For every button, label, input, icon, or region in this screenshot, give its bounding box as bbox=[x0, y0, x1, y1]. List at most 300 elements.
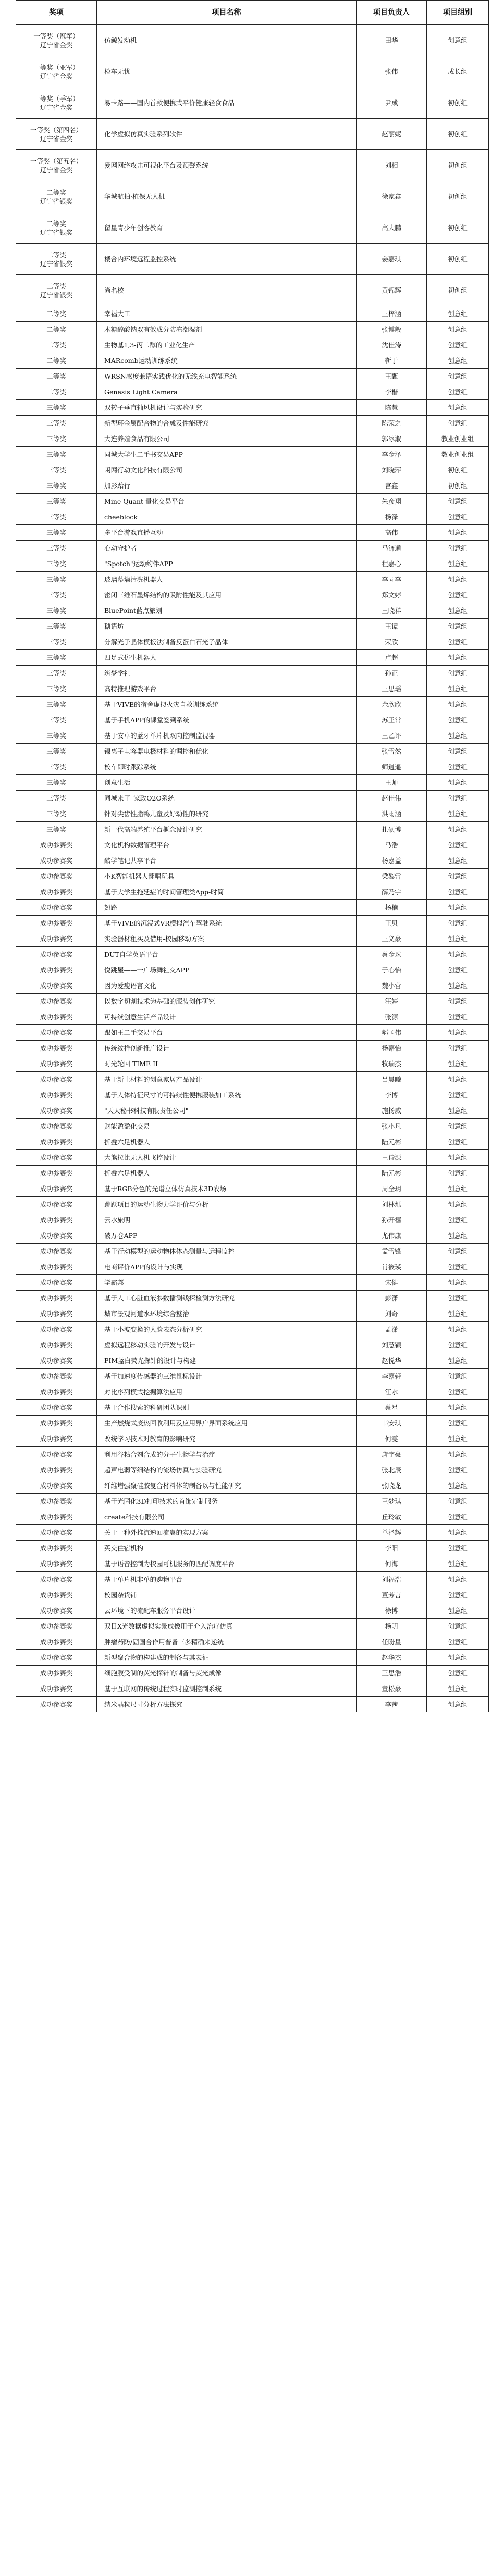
project-group-cell: 创意组 bbox=[427, 1009, 489, 1025]
project-group-cell: 创意组 bbox=[427, 884, 489, 900]
award-cell bbox=[16, 244, 97, 275]
award-cell bbox=[16, 728, 97, 744]
project-group-cell: 创意组 bbox=[427, 1056, 489, 1072]
project-name-cell: create科技有限公司 bbox=[97, 1509, 357, 1525]
table-row bbox=[16, 322, 489, 337]
award-cell bbox=[16, 1056, 97, 1072]
project-name-cell: 城市景观河道水环境综合整治 bbox=[97, 1306, 357, 1322]
project-name-cell: 基于人工心脏血液参数播测线探检测方法研究 bbox=[97, 1291, 357, 1306]
project-group-cell: 创意组 bbox=[427, 556, 489, 572]
table-row bbox=[16, 916, 489, 931]
award-line: 三等奖 bbox=[46, 529, 66, 536]
award-line: 成功参赛奖 bbox=[40, 1575, 73, 1583]
award-line: 成功参赛奖 bbox=[40, 1169, 73, 1177]
award-cell bbox=[16, 1322, 97, 1337]
award-line: 成功参赛奖 bbox=[40, 1247, 73, 1255]
project-group-cell: 创意组 bbox=[427, 1134, 489, 1150]
table-row bbox=[16, 1634, 489, 1650]
project-lead-cell: 张晓龙 bbox=[357, 1478, 427, 1494]
award-line: 成功参赛奖 bbox=[40, 857, 73, 865]
project-lead-cell: 任盼星 bbox=[357, 1634, 427, 1650]
award-line: 成功参赛奖 bbox=[40, 982, 73, 990]
project-name-cell: 同城大学生二手书交易APP bbox=[97, 447, 357, 462]
project-group-cell: 初创组 bbox=[427, 275, 489, 306]
project-lead-cell: 马浩 bbox=[357, 837, 427, 853]
project-name-cell: 基于合作搜索的科研团队识别 bbox=[97, 1400, 357, 1416]
project-group-cell: 创意组 bbox=[427, 1291, 489, 1306]
table-row bbox=[16, 1244, 489, 1259]
project-group-cell: 创意组 bbox=[427, 1509, 489, 1525]
project-lead-cell: 孙正 bbox=[357, 666, 427, 681]
project-name-cell: 电商评价APP的设计与实现 bbox=[97, 1259, 357, 1275]
table-row bbox=[16, 212, 489, 244]
award-table-body bbox=[16, 25, 489, 1712]
project-lead-cell: 孟雪锋 bbox=[357, 1244, 427, 1259]
project-name-cell: PIM蓝白荧光探针的设计与构建 bbox=[97, 1353, 357, 1369]
award-cell bbox=[16, 587, 97, 603]
table-row bbox=[16, 181, 489, 212]
award-line: 三等奖 bbox=[46, 435, 66, 443]
award-line: 成功参赛奖 bbox=[40, 1404, 73, 1411]
project-group-cell: 创意组 bbox=[427, 1556, 489, 1572]
project-lead-cell: 马济通 bbox=[357, 541, 427, 556]
table-row bbox=[16, 431, 489, 447]
project-lead-cell: 张伟 bbox=[357, 56, 427, 87]
award-cell bbox=[16, 744, 97, 759]
project-lead-cell: 王甄 bbox=[357, 369, 427, 384]
award-line: 成功参赛奖 bbox=[40, 1154, 73, 1161]
table-row bbox=[16, 712, 489, 728]
table-row bbox=[16, 994, 489, 1009]
project-group-cell: 初创组 bbox=[427, 212, 489, 244]
project-group-cell: 创意组 bbox=[427, 525, 489, 541]
project-name-cell: 校车即时跟踪系统 bbox=[97, 759, 357, 775]
table-row bbox=[16, 1212, 489, 1228]
project-name-cell: 高特推理游戏平台 bbox=[97, 681, 357, 697]
award-line: 成功参赛奖 bbox=[40, 1435, 73, 1443]
project-name-cell: 跟如王二手交易平台 bbox=[97, 1025, 357, 1041]
project-lead-cell: 姜嘉琪 bbox=[357, 244, 427, 275]
award-cell bbox=[16, 87, 97, 119]
project-lead-cell: 靳于 bbox=[357, 353, 427, 369]
project-lead-cell: 丘玲敏 bbox=[357, 1509, 427, 1525]
award-cell bbox=[16, 1494, 97, 1509]
project-lead-cell: 王师 bbox=[357, 775, 427, 791]
project-group-cell: 创意组 bbox=[427, 916, 489, 931]
project-name-cell: 基于VIVE的宿舍虚拟火灾自救训练系统 bbox=[97, 697, 357, 712]
project-group-cell: 创意组 bbox=[427, 634, 489, 650]
project-name-cell: 尚名校 bbox=[97, 275, 357, 306]
table-row bbox=[16, 619, 489, 634]
project-name-cell: 仿鲸发动机 bbox=[97, 25, 357, 56]
award-line: 二等奖 bbox=[46, 372, 66, 380]
table-row bbox=[16, 775, 489, 791]
award-table bbox=[16, 0, 489, 1712]
award-line: 成功参赛奖 bbox=[40, 1654, 73, 1661]
award-cell bbox=[16, 1697, 97, 1712]
project-lead-cell: 高伟 bbox=[357, 525, 427, 541]
award-cell bbox=[16, 1353, 97, 1369]
project-name-cell: 虚拟远程移动实验的开发与设计 bbox=[97, 1337, 357, 1353]
project-name-cell: 基于语音控制为校园可机服务的匹配调度平台 bbox=[97, 1556, 357, 1572]
project-lead-cell: 王谭 bbox=[357, 619, 427, 634]
award-line: 成功参赛奖 bbox=[40, 1138, 73, 1146]
award-cell bbox=[16, 1634, 97, 1650]
project-name-cell: DUT自学英语平台 bbox=[97, 947, 357, 962]
table-row bbox=[16, 1103, 489, 1119]
table-row bbox=[16, 1431, 489, 1447]
project-group-cell: 创意组 bbox=[427, 1103, 489, 1119]
project-name-cell: 基于安卓的蓝牙单片机双向控制监视器 bbox=[97, 728, 357, 744]
project-name-cell: 糖语坊 bbox=[97, 619, 357, 634]
award-cell bbox=[16, 1025, 97, 1041]
project-group-cell: 创意组 bbox=[427, 509, 489, 525]
table-row bbox=[16, 587, 489, 603]
project-lead-cell: 王乙评 bbox=[357, 728, 427, 744]
award-cell bbox=[16, 25, 97, 56]
award-cell bbox=[16, 1587, 97, 1603]
table-row bbox=[16, 1650, 489, 1666]
award-line: 成功参赛奖 bbox=[40, 1232, 73, 1240]
table-row bbox=[16, 744, 489, 759]
award-cell bbox=[16, 1134, 97, 1150]
project-group-cell: 创意组 bbox=[427, 1197, 489, 1212]
project-name-cell: WRSN感度兼语实践优化的无线充电智能系统 bbox=[97, 369, 357, 384]
project-lead-cell: 魏小营 bbox=[357, 978, 427, 994]
project-name-cell: 可持续创意生活产品设计 bbox=[97, 1009, 357, 1025]
award-line: 成功参赛奖 bbox=[40, 1060, 73, 1068]
project-lead-cell: 于心怡 bbox=[357, 962, 427, 978]
project-name-cell: 木糖醇酸钠双有效成分防冻潮湿剂 bbox=[97, 322, 357, 337]
project-name-cell: 基于单片机非单的购物平台 bbox=[97, 1572, 357, 1587]
award-cell bbox=[16, 1291, 97, 1306]
project-group-cell: 创意组 bbox=[427, 1681, 489, 1697]
project-name-cell: 财能盈盈化交易 bbox=[97, 1119, 357, 1134]
project-name-cell: 基于RGB分色的光谱立体仿真技术3D农场 bbox=[97, 1181, 357, 1197]
award-cell bbox=[16, 837, 97, 853]
project-lead-cell: 王诗源 bbox=[357, 1150, 427, 1166]
project-group-cell: 创意组 bbox=[427, 1119, 489, 1134]
table-row bbox=[16, 275, 489, 306]
table-row bbox=[16, 337, 489, 353]
project-lead-cell: 徐家鑫 bbox=[357, 181, 427, 212]
project-group-cell: 创意组 bbox=[427, 1462, 489, 1478]
project-lead-cell: 施扬威 bbox=[357, 1103, 427, 1119]
project-lead-cell: 余欣欣 bbox=[357, 697, 427, 712]
project-group-cell: 创意组 bbox=[427, 1244, 489, 1259]
award-line: 成功参赛奖 bbox=[40, 966, 73, 974]
project-lead-cell: 张小凡 bbox=[357, 1119, 427, 1134]
project-lead-cell: 刘福浩 bbox=[357, 1572, 427, 1587]
project-lead-cell: 张雪然 bbox=[357, 744, 427, 759]
award-cell bbox=[16, 869, 97, 884]
project-name-cell: 云环境下的流配车服务平台设计 bbox=[97, 1603, 357, 1619]
project-group-cell: 创意组 bbox=[427, 1384, 489, 1400]
award-line: 成功参赛奖 bbox=[40, 1310, 73, 1318]
header-award: 奖项 bbox=[16, 1, 97, 25]
award-line: 一等奖（第五名） bbox=[30, 157, 82, 165]
award-cell bbox=[16, 1103, 97, 1119]
award-line: 成功参赛奖 bbox=[40, 1076, 73, 1083]
award-line: 辽宁省金奖 bbox=[40, 166, 73, 174]
project-name-cell: 细胞膜受制的荧光探针的制备与荧光成像 bbox=[97, 1666, 357, 1681]
project-group-cell: 创意组 bbox=[427, 1025, 489, 1041]
project-lead-cell: 杨嘉益 bbox=[357, 853, 427, 869]
project-lead-cell: 赵悦华 bbox=[357, 1353, 427, 1369]
award-cell bbox=[16, 947, 97, 962]
award-line: 成功参赛奖 bbox=[40, 951, 73, 958]
table-row bbox=[16, 837, 489, 853]
award-line: 辽宁省银奖 bbox=[40, 228, 73, 236]
project-group-cell: 创意组 bbox=[427, 1275, 489, 1291]
project-lead-cell: 董芳言 bbox=[357, 1587, 427, 1603]
project-name-cell: 基于新土材料的创意家居产品设计 bbox=[97, 1072, 357, 1087]
project-group-cell: 创意组 bbox=[427, 1228, 489, 1244]
project-group-cell: 创意组 bbox=[427, 650, 489, 666]
project-name-cell: 化学虚拟仿真实验系列软件 bbox=[97, 119, 357, 150]
project-group-cell: 创意组 bbox=[427, 1416, 489, 1431]
award-line: 成功参赛奖 bbox=[40, 1450, 73, 1458]
award-line: 成功参赛奖 bbox=[40, 1669, 73, 1677]
award-cell bbox=[16, 666, 97, 681]
award-line: 成功参赛奖 bbox=[40, 1013, 73, 1021]
project-group-cell: 创意组 bbox=[427, 744, 489, 759]
project-lead-cell: 王梓涵 bbox=[357, 306, 427, 322]
table-row bbox=[16, 900, 489, 916]
award-line: 三等奖 bbox=[46, 560, 66, 568]
project-group-cell: 创意组 bbox=[427, 1619, 489, 1634]
award-line: 三等奖 bbox=[46, 716, 66, 724]
project-name-cell: 因为爱瘦语言文化 bbox=[97, 978, 357, 994]
header-project-group: 项目组别 bbox=[427, 1, 489, 25]
project-name-cell: Genesis Light Camera bbox=[97, 384, 357, 400]
project-lead-cell: 师逍遥 bbox=[357, 759, 427, 775]
award-line: 三等奖 bbox=[46, 654, 66, 661]
award-line: 三等奖 bbox=[46, 607, 66, 615]
project-lead-cell: 郝国伟 bbox=[357, 1025, 427, 1041]
award-cell bbox=[16, 384, 97, 400]
project-group-cell: 创意组 bbox=[427, 931, 489, 947]
award-line: 辽宁省金奖 bbox=[40, 72, 73, 80]
award-cell bbox=[16, 1541, 97, 1556]
award-cell bbox=[16, 509, 97, 525]
table-row bbox=[16, 1587, 489, 1603]
table-row bbox=[16, 791, 489, 806]
award-line: 三等奖 bbox=[46, 513, 66, 521]
project-lead-cell: 刘奇 bbox=[357, 1306, 427, 1322]
project-lead-cell: 梁黎雷 bbox=[357, 869, 427, 884]
table-row bbox=[16, 697, 489, 712]
project-group-cell: 创意组 bbox=[427, 1212, 489, 1228]
project-lead-cell: 孟潇 bbox=[357, 1322, 427, 1337]
project-name-cell: 基于大学生拖延症的时间管理类App-时简 bbox=[97, 884, 357, 900]
project-lead-cell: 何海 bbox=[357, 1556, 427, 1572]
table-row bbox=[16, 556, 489, 572]
award-line: 成功参赛奖 bbox=[40, 1279, 73, 1286]
project-group-cell: 初创组 bbox=[427, 119, 489, 150]
table-row bbox=[16, 759, 489, 775]
table-row bbox=[16, 1353, 489, 1369]
project-name-cell: 云水旅明 bbox=[97, 1212, 357, 1228]
award-cell bbox=[16, 572, 97, 587]
table-row bbox=[16, 1541, 489, 1556]
project-name-cell: 学霸邦 bbox=[97, 1275, 357, 1291]
award-cell bbox=[16, 1509, 97, 1525]
award-line: 成功参赛奖 bbox=[40, 1388, 73, 1396]
project-name-cell: 酷学笔记共享平台 bbox=[97, 853, 357, 869]
project-group-cell: 创意组 bbox=[427, 1150, 489, 1166]
award-line: 三等奖 bbox=[46, 497, 66, 505]
project-name-cell: 关于一种外推流速回流翼的实现方案 bbox=[97, 1525, 357, 1541]
project-group-cell: 创意组 bbox=[427, 619, 489, 634]
award-line: 二等奖 bbox=[46, 388, 66, 396]
award-line: 三等奖 bbox=[46, 669, 66, 677]
project-group-cell: 创意组 bbox=[427, 697, 489, 712]
award-cell bbox=[16, 525, 97, 541]
project-group-cell: 创意组 bbox=[427, 587, 489, 603]
project-group-cell: 创意组 bbox=[427, 369, 489, 384]
project-lead-cell: 汪婷 bbox=[357, 994, 427, 1009]
award-cell bbox=[16, 1244, 97, 1259]
award-cell bbox=[16, 697, 97, 712]
award-line: 成功参赛奖 bbox=[40, 1122, 73, 1130]
table-row bbox=[16, 353, 489, 369]
award-line: 三等奖 bbox=[46, 810, 66, 818]
table-row bbox=[16, 1666, 489, 1681]
award-cell bbox=[16, 541, 97, 556]
project-lead-cell: 何雯 bbox=[357, 1431, 427, 1447]
table-row bbox=[16, 1525, 489, 1541]
project-name-cell: cheeblock bbox=[97, 509, 357, 525]
table-row bbox=[16, 25, 489, 56]
project-lead-cell: 唐宇豪 bbox=[357, 1447, 427, 1462]
award-cell bbox=[16, 1228, 97, 1244]
table-row bbox=[16, 416, 489, 431]
award-line: 成功参赛奖 bbox=[40, 1419, 73, 1427]
table-row bbox=[16, 1384, 489, 1400]
table-row bbox=[16, 1697, 489, 1712]
project-group-cell: 创意组 bbox=[427, 1259, 489, 1275]
award-line: 辽宁省银奖 bbox=[40, 291, 73, 299]
award-line: 成功参赛奖 bbox=[40, 1607, 73, 1615]
award-cell bbox=[16, 1009, 97, 1025]
project-group-cell: 创意组 bbox=[427, 494, 489, 509]
project-name-cell: 基于行动模型的运动物体体态测量与远程监控 bbox=[97, 1244, 357, 1259]
project-group-cell: 创意组 bbox=[427, 1634, 489, 1650]
project-lead-cell: 薛乃宇 bbox=[357, 884, 427, 900]
project-group-cell: 创意组 bbox=[427, 400, 489, 416]
project-name-cell: 镍离子电容器电极材料的调控和优化 bbox=[97, 744, 357, 759]
award-cell bbox=[16, 1259, 97, 1275]
table-row bbox=[16, 56, 489, 87]
table-row bbox=[16, 1166, 489, 1181]
project-lead-cell: 刘林烁 bbox=[357, 1197, 427, 1212]
project-group-cell: 创意组 bbox=[427, 322, 489, 337]
award-line: 一等奖（季军） bbox=[33, 94, 79, 103]
award-cell bbox=[16, 1431, 97, 1447]
project-name-cell: 大连养殖食品有限公司 bbox=[97, 431, 357, 447]
award-line: 成功参赛奖 bbox=[40, 1638, 73, 1646]
award-line: 成功参赛奖 bbox=[40, 872, 73, 880]
project-lead-cell: 李楷 bbox=[357, 384, 427, 400]
project-name-cell: 破万卷APP bbox=[97, 1228, 357, 1244]
project-lead-cell: 李茜 bbox=[357, 1697, 427, 1712]
table-row bbox=[16, 1572, 489, 1587]
table-row bbox=[16, 1337, 489, 1353]
award-line: 成功参赛奖 bbox=[40, 1560, 73, 1568]
project-lead-cell: 李阳 bbox=[357, 1541, 427, 1556]
project-lead-cell: 李同李 bbox=[357, 572, 427, 587]
project-group-cell: 创意组 bbox=[427, 822, 489, 837]
project-group-cell: 教业创业组 bbox=[427, 447, 489, 462]
project-name-cell: Mine Quant 量化交易平台 bbox=[97, 494, 357, 509]
project-lead-cell: 宫鑫 bbox=[357, 478, 427, 494]
project-group-cell: 创意组 bbox=[427, 1587, 489, 1603]
project-lead-cell: 赵佳伟 bbox=[357, 791, 427, 806]
project-group-cell: 教业创业组 bbox=[427, 431, 489, 447]
table-row bbox=[16, 1150, 489, 1166]
award-line: 三等奖 bbox=[46, 591, 66, 599]
project-group-cell: 创意组 bbox=[427, 306, 489, 322]
award-line: 三等奖 bbox=[46, 685, 66, 693]
award-cell bbox=[16, 494, 97, 509]
award-line: 一等奖（第四名） bbox=[30, 126, 82, 134]
award-line: 成功参赛奖 bbox=[40, 1622, 73, 1630]
project-group-cell: 创意组 bbox=[427, 900, 489, 916]
project-lead-cell: 郭冰淑 bbox=[357, 431, 427, 447]
project-name-cell: 肿瘤药防/固国合作用普备三多精确来递统 bbox=[97, 1634, 357, 1650]
award-line: 二等奖 bbox=[46, 282, 66, 290]
project-group-cell: 创意组 bbox=[427, 869, 489, 884]
award-line: 一等奖（亚军） bbox=[33, 63, 79, 71]
project-name-cell: 基于小波变换的人脸表态分析研究 bbox=[97, 1322, 357, 1337]
project-name-cell: 双目X光数据虚拟实景成像用于介入治疗仿真 bbox=[97, 1619, 357, 1634]
project-name-cell: 双转子垂直轴风机设计与实验研究 bbox=[97, 400, 357, 416]
award-cell bbox=[16, 1369, 97, 1384]
project-name-cell: 利用谷粘合剂合成的分子生物学与治疗 bbox=[97, 1447, 357, 1462]
project-group-cell: 创意组 bbox=[427, 853, 489, 869]
project-name-cell: 基于互联网的传统过程实时监测控制系统 bbox=[97, 1681, 357, 1697]
project-name-cell: MARcomb运动训练系统 bbox=[97, 353, 357, 369]
project-lead-cell: 王贝 bbox=[357, 916, 427, 931]
table-row bbox=[16, 822, 489, 837]
project-lead-cell: 苏王常 bbox=[357, 712, 427, 728]
award-line: 三等奖 bbox=[46, 701, 66, 708]
project-lead-cell: 高大鹏 bbox=[357, 212, 427, 244]
project-name-cell: 纳米晶粒尺寸分析方法探究 bbox=[97, 1697, 357, 1712]
table-row bbox=[16, 1119, 489, 1134]
award-line: 成功参赛奖 bbox=[40, 1357, 73, 1365]
award-cell bbox=[16, 181, 97, 212]
project-lead-cell: 刘慧颖 bbox=[357, 1337, 427, 1353]
award-cell bbox=[16, 1041, 97, 1056]
project-lead-cell: 杨楠 bbox=[357, 900, 427, 916]
project-lead-cell: 王义豪 bbox=[357, 931, 427, 947]
project-lead-cell: 杨嘉怡 bbox=[357, 1041, 427, 1056]
award-cell bbox=[16, 462, 97, 478]
award-cell bbox=[16, 353, 97, 369]
project-name-cell: 实验器材租买及借用-校园移动方案 bbox=[97, 931, 357, 947]
award-line: 三等奖 bbox=[46, 576, 66, 583]
project-lead-cell: 张北辰 bbox=[357, 1462, 427, 1478]
award-cell bbox=[16, 212, 97, 244]
award-cell bbox=[16, 1681, 97, 1697]
project-group-cell: 成长组 bbox=[427, 56, 489, 87]
project-group-cell: 创意组 bbox=[427, 353, 489, 369]
project-name-cell: 筑梦学社 bbox=[97, 666, 357, 681]
award-line: 成功参赛奖 bbox=[40, 1185, 73, 1193]
table-row bbox=[16, 1322, 489, 1337]
